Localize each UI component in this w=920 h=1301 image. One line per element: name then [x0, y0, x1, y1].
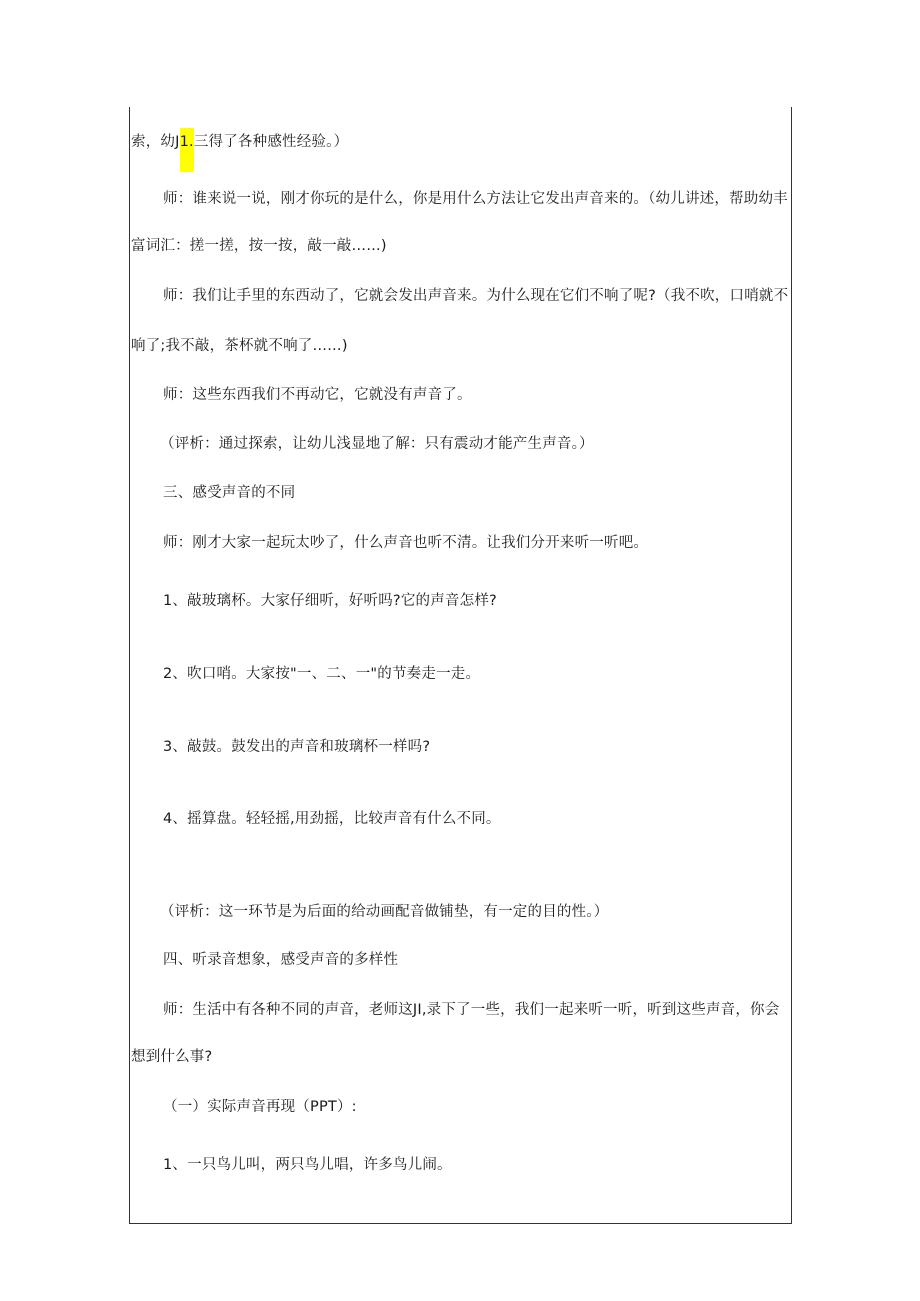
text-line-2: 师：谁来说一说，刚才你玩的是什么，你是用什么方法让它发出声音来的。（幼儿讲述，帮助幼丰: [163, 191, 788, 207]
subsection-heading: （一）实际声音再现（PPT）:: [163, 1099, 357, 1115]
text-line-1-post: 三得了各种感性经验。）: [193, 134, 349, 150]
list-item-4: 4、摇算盘。轻轻摇,用劲摇，比较声音有什么不同。: [163, 811, 501, 827]
text-line-16: 师：生活中有各种不同的声音，老师这JI,录下了一些，我们一起来听一听，听到这些声音，你会: [163, 1002, 780, 1018]
text-line-3: 富词汇：搓一搓，按一按，敲一敲……): [131, 238, 387, 254]
list-item-bird: 1、一只鸟儿叫，两只鸟儿唱，许多鸟儿闹。: [163, 1157, 452, 1173]
text-line-9: 师：刚才大家一起玩太吵了，什么声音也听不清。让我们分开来听一听吧。: [163, 535, 649, 551]
highlighted-text: 1.: [180, 128, 194, 172]
text-line-5: 响了;我不敲，茶杯就不响了……): [131, 338, 348, 354]
text-line-7: （评析：通过探索，让幼儿浅显地了解：只有震动才能产生声音。）: [160, 436, 594, 452]
section-heading-3: 三、感受声音的不同: [163, 485, 296, 501]
text-line-1-pre: 索，幼J: [131, 134, 180, 150]
text-line-17: 想到什么事?: [131, 1049, 213, 1065]
section-heading-4: 四、听录音想象，感受声音的多样性: [163, 952, 399, 968]
list-item-1: 1、敲玻璃杯。大家仔细听，好听吗?它的声音怎样?: [163, 593, 497, 609]
text-line-14: （评析：这一环节是为后面的给动画配音做铺垫，有一定的目的性。）: [160, 904, 609, 920]
text-line-4: 师：我们让手里的东西动了，它就会发出声音来。为什么现在它们不响了呢?（我不吹，口哨就不: [163, 288, 789, 304]
text-line-1: [131, 132, 348, 152]
text-line-6: 师：这些东西我们不再动它，它就没有声音了。: [163, 387, 472, 403]
list-item-3: 3、敲鼓。鼓发出的声音和玻璃杯一样吗?: [163, 739, 431, 755]
list-item-2: 2、吹口哨。大家按"一、二、一"的节奏走一走。: [163, 666, 481, 682]
